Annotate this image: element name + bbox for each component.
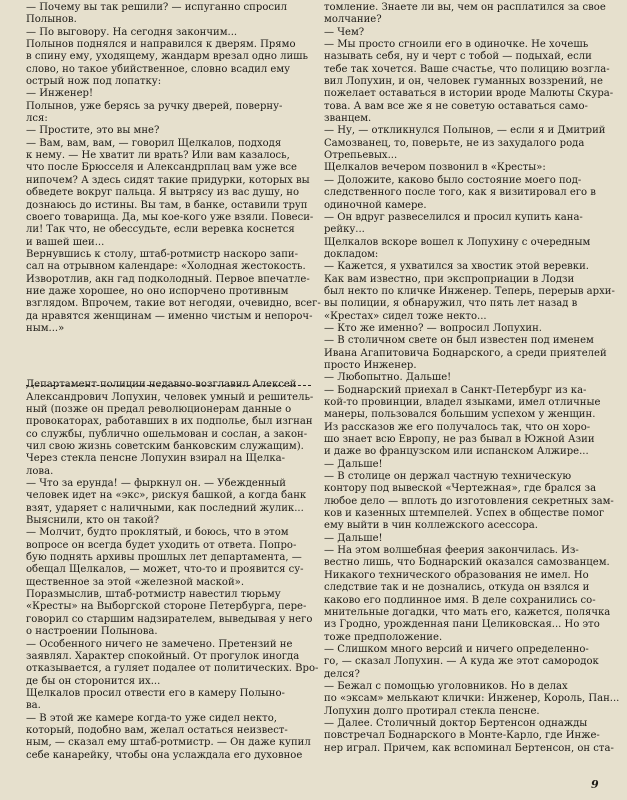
text-line: что после Брюсселя и Александрплац вам уже все [26, 162, 297, 174]
text-line: «Крестах» сидел тоже некто... [324, 310, 487, 322]
left-column-top [26, 2, 321, 335]
text-line: ли! Так что, не обессудьте, если веревка коснется [26, 224, 295, 236]
text-line: го, — сказал Лопухин. — А куда же этот самородок [324, 656, 599, 668]
text-line: — Кажется, я ухватился за хвостик этой веревки. [324, 261, 589, 273]
text-line: к нему. — Не хватит ли врать? Или вам казалось, [26, 150, 290, 162]
text-line: Из рассказов же его получалось так, что он хоро- [324, 421, 591, 433]
text-line: «Кресты» на Выборгской стороне Петербурга, пере- [26, 601, 307, 613]
text-line: — Особенного ничего не замечено. Претензий не [26, 638, 293, 650]
text-line: манеры, пользовался большим успехом у женщин. [324, 409, 596, 421]
text-line: делся? [324, 668, 360, 680]
text-line: ему выйти в чин коллежского асессора. [324, 520, 538, 532]
text-line: Никакого технического образования не имел. Но [324, 569, 589, 581]
text-line: Поразмыслив, штаб-ротмистр навестил тюрьму [26, 589, 281, 601]
text-line: — На этом волшебная феерия закончилась. Из- [324, 545, 579, 557]
text-line: — Мы просто сгноили его в одиночке. Не хочешь [324, 39, 589, 51]
text-line: контору под вывеской «Чертежная», где брался за [324, 483, 597, 495]
text-line: о настроении Полынова. [26, 626, 158, 638]
text-line: обведете вокруг пальца. Я вытрясу из вас душу, но [26, 187, 300, 199]
left-column-bottom [26, 379, 319, 762]
text-line: человек идет на «экс», рискуя башкой, а когда банк [26, 490, 307, 502]
text-line: шо знает всю Европу, не раз бывал в Южной Азии [324, 434, 595, 446]
text-line: — Доложите, каково было состояние моего под- [324, 174, 582, 186]
text-line: — Слишком много версий и ничего определенно- [324, 643, 589, 655]
text-line: вы полиции, я обнаружил, что пять лет назад в [324, 298, 578, 310]
text-line: любое дело — вплоть до изготовления секретных зам- [324, 495, 614, 507]
text-line: — Простите, это вы мне? [26, 125, 160, 137]
text-line: который, подобно вам, желал остаться неизвест- [26, 724, 288, 736]
text-line: Лопухин долго протирал стекла пенсне. [324, 705, 540, 717]
text-line: званцем. [324, 113, 372, 125]
text-line: лова. [26, 465, 54, 477]
right-column [324, 2, 620, 755]
text-line: — Далее. Столичный доктор Бертенсон однажды [324, 717, 588, 729]
text-line: одиночной камере. [324, 199, 427, 211]
text-line: дознаюсь до истины. Вы там, в банке, оставили труп [26, 199, 308, 211]
text-line: Департамент полиции недавно возглавил Алексей [26, 379, 297, 391]
text-line: докладом: [324, 248, 379, 260]
text-line: и даже во французском или испанском Алжире... [324, 446, 589, 458]
text-line: Александрович Лопухин, человек умный и решитель- [26, 391, 314, 403]
text-line: — В столице он держал частную техническую [324, 471, 572, 483]
text-line: — Вам, вам, вам, — говорил Щелкалов, подходя [26, 137, 282, 149]
text-line: Полынов поднялся и направился к дверям. Прямо [26, 39, 296, 51]
text-line: ков и казенных штемпелей. Успех в обществе помог [324, 508, 605, 520]
text-line: взят, ударяет с наличными, как последний жулик... [26, 502, 304, 514]
text-line: — Бежал с помощью уголовников. Но в делах [324, 680, 568, 692]
text-line: обещал Щелкалов, — может, что-то и проявится су- [26, 564, 304, 576]
text-line: себе канарейку, чтобы она услаждала его духовное [26, 749, 303, 761]
text-line: заявлял. Характер спокойный. От прогулок иногда [26, 650, 300, 662]
text-line: ным...» [26, 322, 65, 334]
text-line: своего товарища. Да, мы кое-кого уже взяли. Повеси- [26, 211, 314, 223]
text-line: лся: [26, 113, 48, 125]
text-line: кой-то провинции, владел языками, имел отличные [324, 397, 601, 408]
text-line: говорил со старшим надзирателем, выведывая у него [26, 613, 313, 625]
text-line: слово, но такое убийственное, словно всадил ему [26, 63, 291, 75]
text-line: ние даже хорошее, но оно испорчено противным [26, 285, 289, 297]
text-line: каково его подлинное имя. В деле сохранились со- [324, 594, 596, 606]
text-line: това. А вам все же я не советую оставаться само- [324, 100, 588, 112]
text-line: — Почему вы так решили? — испуганно спросил [26, 2, 288, 13]
text-line: чил свою жизнь советским банковским служащим). [26, 441, 304, 452]
text-line: — Любопытно. Дальше! [324, 372, 452, 384]
text-line: — Чем? [324, 26, 365, 38]
text-line: Щелкалов просил отвести его в камеру Полыно- [26, 687, 285, 699]
text-line: был некто по кличке Инженер. Теперь, перерыв архи- [324, 285, 615, 297]
left-column [26, 2, 321, 762]
text-line: нер играл. Причем, как вспоминал Бертенсон, он ста- [324, 742, 614, 754]
page-number: 9 [591, 778, 599, 791]
text-line: Отрепьевых... [324, 150, 398, 162]
text-line: — Он вдруг развеселился и просил купить кана- [324, 211, 583, 223]
text-line: томление. Знаете ли вы, чем он расплатился за свое [324, 2, 606, 13]
text-line: — Что за ерунда! — фыркнул он. — Убежденный [26, 478, 286, 490]
text-line: Вернувшись к столу, штаб-ротмистр наскоро запи- [26, 248, 299, 260]
text-line: вестно лишь, что Боднарский оказался самозванцем. [324, 557, 610, 569]
text-line: пожелает оставаться в истории вроде Малюты Скура- [324, 88, 614, 100]
text-line: — Боднарский приехал в Санкт-Петербург из ка- [324, 384, 587, 396]
text-line: просто Инженер. [324, 359, 417, 371]
text-line: щественное за этой «железной маской». [26, 576, 245, 588]
text-line: вил Лопухин, и он, человек гуманных воззрений, не [324, 76, 603, 88]
text-line: Изворотлив, акн гад подколодный. Первое впечатле- [26, 273, 310, 285]
text-line: провокаторах, работавших в их подполье, был изгнан [26, 416, 313, 428]
text-line: де бы он сторонится их... [26, 675, 161, 687]
text-line: отказывается, а гуляет подалее от политических. Вро- [26, 663, 319, 675]
text-line: Через стекла пенсне Лопухин взирал на Щелка- [26, 453, 285, 465]
text-line: ный (позже он предал революционерам данные о [26, 403, 292, 415]
text-line: Полынов, уже берясь за ручку дверей, поверну- [26, 100, 283, 112]
section-divider [26, 385, 311, 386]
text-line: со службы, публично ошельмован и сослан, а закон- [26, 428, 308, 440]
text-line: называть себя, ну и черт с тобой — подыхай, если [324, 51, 592, 63]
text-line: Ивана Агапитовича Боднарского, а среди приятелей [324, 347, 607, 359]
text-line: Щелкалов вечером позвонил в «Кресты»: [324, 162, 546, 174]
text-line: Щелкалов вскоре вошел к Лопухину с очередным [324, 236, 591, 248]
text-line: молчание? [324, 14, 382, 26]
text-line: да нравятся женщинам — именно чистым и непороч- [26, 310, 313, 322]
text-line: ва. [26, 700, 41, 712]
text-line: — Дальше! [324, 532, 383, 544]
text-line: в спину ему, уходящему, жандарм врезал одно лишь [26, 51, 308, 63]
text-line: Полынов. [26, 14, 77, 26]
text-line: — Ну, — откликнулся Полынов, — если я и Дмитрий [324, 125, 606, 137]
text-line: рейку... [324, 224, 365, 236]
text-line: взглядом. Впрочем, такие вот негодяи, очевидно, всег- [26, 298, 321, 310]
text-line: из Гродно, урожденная пани Целиковская... Но это [324, 619, 600, 631]
text-line: Как вам известно, при экспроприации в Лодзи [324, 273, 575, 285]
text-line: вопросе он всегда будет уходить от ответа. Попро- [26, 539, 297, 551]
text-line: по «эксам» мелькают клички: Инженер, Король, Пан... [324, 693, 620, 705]
text-line: острый нож под лопатку: [26, 76, 162, 88]
text-line: — Инженер! [26, 88, 93, 100]
text-line: — В этой же камере когда-то уже сидел некто, [26, 712, 277, 724]
text-line: следствие так и не дознались, откуда он взялся и [324, 582, 590, 594]
text-line: следственного после того, как я визитировал его в [324, 187, 596, 199]
text-line: и вашей шеи... [26, 236, 105, 248]
text-line: — В столичном свете он был известен под именем [324, 335, 594, 347]
text-line: мнительные догадки, что мать его, кажется, полячка [324, 606, 611, 618]
text-line: — Дальше! [324, 458, 383, 470]
text-line: бую поднять архивы прошлых лет департамента, — [26, 552, 302, 564]
text-line: — Кто же именно? — вопросил Лопухин. [324, 322, 542, 334]
text-line: нипочем? А здесь сидят такие придурки, которых вы [26, 174, 310, 186]
text-line: тебе так хочется. Ваше счастье, что полицию возгла- [324, 63, 610, 75]
text-line: повстречал Боднарского в Монте-Карло, где Инже- [324, 730, 600, 742]
text-line: ным, — сказал ему штаб-ротмистр. — Он даже купил [26, 737, 311, 749]
text-line: Самозванец, то, поверьте, не из захудалого рода [324, 137, 585, 149]
text-line: — По выговору. На сегодня закончим... [26, 26, 238, 38]
text-line: Выяснили, кто он такой? [26, 515, 160, 527]
text-line: сал на отрывном календаре: «Холодная жестокость. [26, 261, 306, 273]
text-line: — Молчит, будто проклятый, и боюсь, что в этом [26, 527, 289, 539]
text-line: тоже предположение. [324, 631, 443, 643]
